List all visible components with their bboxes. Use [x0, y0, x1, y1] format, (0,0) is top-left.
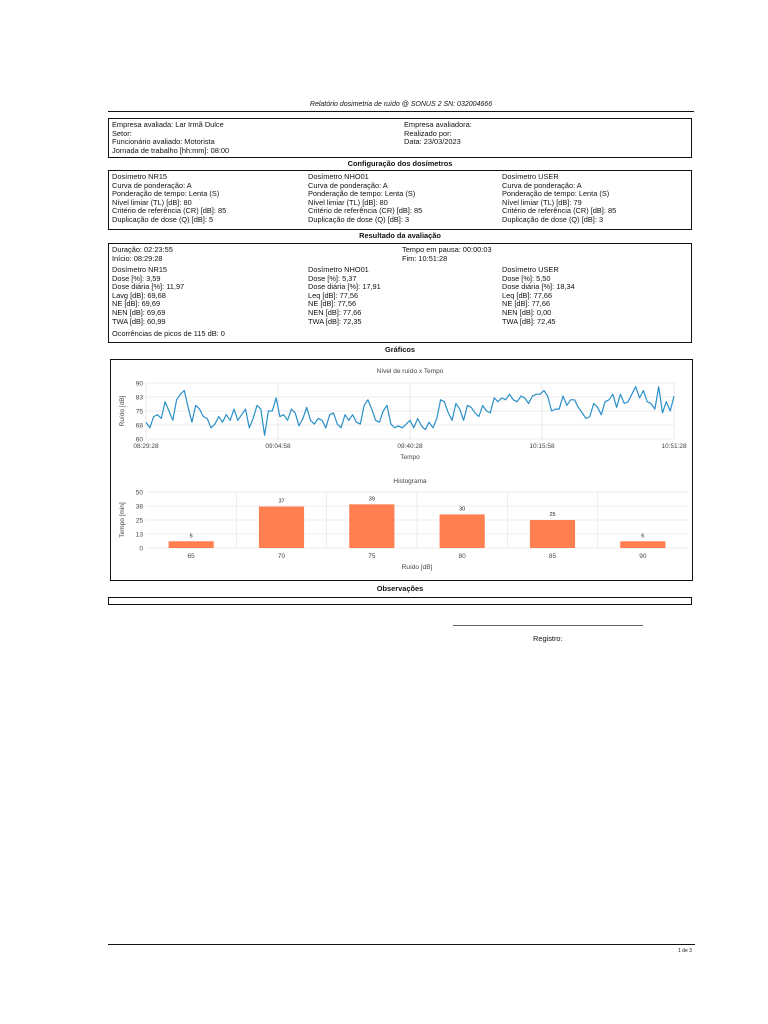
config-line: Ponderação de tempo: Lenta (S): [502, 189, 610, 199]
line-chart-ytick: 75: [135, 408, 143, 416]
histogram-xtick: 65: [187, 553, 195, 560]
histogram-bar-label: 25: [549, 512, 556, 518]
histogram-xtick: 75: [368, 553, 376, 560]
page-number: 1 de 3: [678, 948, 692, 954]
header-evaluator: Empresa avaliadora:: [404, 120, 472, 129]
config-line: Nível limiar (TL) [dB]: 80: [308, 197, 388, 207]
histogram-bar: [169, 541, 214, 548]
results-line: Dose [%]: 5,37: [308, 273, 357, 283]
results-line: Dose [%]: 5,50: [502, 273, 551, 283]
histogram-bar: [349, 504, 394, 548]
bar-chart-ytick: 50: [135, 489, 143, 497]
histogram-bar: [440, 514, 485, 548]
line-chart-xtick: 10:51:28: [661, 443, 687, 450]
histogram-bar: [530, 520, 575, 548]
config-line: Nível limiar (TL) [dB]: 80: [112, 197, 192, 207]
report-title: Relatório dosimetria de ruído @ SONUS 2 SN: 032004666: [108, 101, 694, 112]
config-line: Ponderação de tempo: Lenta (S): [112, 189, 220, 199]
line-chart-xtick: 09:40:28: [397, 443, 423, 450]
results-start: Início: 08:29:28: [112, 253, 163, 263]
charts-box: [110, 359, 693, 581]
header-workday: Jornada de trabalho [hh:mm]: 08:00: [112, 145, 230, 155]
results-box: [108, 243, 692, 343]
results-line: TWA [dB]: 72,35: [308, 316, 362, 326]
observations-box: [108, 597, 692, 605]
config-line: Duplicação de dose (Q) [dB]: 3: [308, 214, 410, 224]
config-nho01: [308, 173, 422, 225]
config-line: Curva de ponderação: A: [308, 180, 388, 190]
results-line: Dose diária [%]: 17,91: [308, 282, 381, 292]
results-end: Fim: 10:51:28: [402, 253, 448, 263]
results-line: Dosímetro NHO01: [308, 265, 369, 274]
line-chart-ylabel: Ruído [dB]: [119, 395, 126, 427]
results-line: TWA [dB]: 60,99: [112, 316, 166, 326]
results-line: NEN [dB]: 77,66: [308, 307, 362, 317]
line-chart-ytick: 83: [135, 394, 143, 402]
config-nr15: [112, 173, 226, 225]
bar-chart-ytick: 0: [139, 545, 143, 553]
line-chart-xtick: 10:15:58: [529, 443, 555, 450]
footer-line: [108, 944, 695, 945]
histogram-xtick: 80: [458, 553, 466, 560]
results-nho01: [308, 266, 381, 326]
header-date: Data: 23/03/2023: [404, 137, 461, 147]
config-line: Ponderação de tempo: Lenta (S): [308, 189, 416, 199]
results-line: Leq [dB]: 77,56: [308, 290, 359, 300]
results-line: NEN [dB]: 69,69: [112, 307, 166, 317]
config-box: [108, 170, 692, 230]
config-line: Dosímetro NR15: [112, 172, 168, 181]
histogram-bar-label: 6: [189, 533, 193, 540]
line-chart-title: Nível de ruído x Tempo: [376, 368, 444, 375]
line-chart-ytick: 60: [135, 436, 143, 444]
histogram-bar-label: 6: [641, 533, 645, 540]
line-chart-ytick: 90: [135, 380, 143, 388]
results-line: NE [dB]: 69,69: [112, 299, 161, 309]
charts-svg: [111, 360, 692, 580]
peaks-text: Ocorrências de picos de 115 dB: 0: [112, 329, 225, 338]
results-line: Leq [dB]: 77,66: [502, 290, 553, 300]
bar-chart-ytick: 13: [135, 531, 143, 539]
config-line: Dosímetro NHO01: [308, 172, 369, 181]
histogram-xtick: 90: [639, 553, 647, 560]
results-line: Lavg [dB]: 69,68: [112, 290, 166, 300]
bar-chart-ytick: 38: [135, 503, 143, 511]
histogram-bar-label: 37: [278, 498, 285, 505]
line-chart-xtick: 09:04:58: [265, 443, 291, 450]
histogram-bar: [259, 507, 304, 548]
results-line: Dose [%]: 3,59: [112, 273, 161, 283]
results-pause: Tempo em pausa: 00:00:03: [402, 245, 492, 254]
header-performed-by: Realizado por:: [404, 128, 452, 138]
config-line: Curva de ponderação: A: [112, 180, 192, 190]
config-line: Nível limiar (TL) [dB]: 79: [502, 197, 582, 207]
results-line: NEN [dB]: 0,00: [502, 307, 552, 317]
line-chart-xtick: 08:29:28: [133, 443, 159, 450]
results-line: Dosímetro NR15: [112, 265, 168, 274]
results-user: [502, 266, 575, 326]
results-line: Dose diária [%]: 11,97: [112, 282, 185, 292]
header-employee: Funcionário avaliado: Motorista: [112, 137, 215, 147]
observations-title: Observações: [376, 584, 424, 593]
results-line: Dosímetro USER: [502, 265, 559, 274]
bar-chart-title: Histograma: [393, 478, 427, 485]
header-company: Empresa avaliada: Lar Irmã Dulce: [112, 120, 224, 129]
config-line: Critério de referência (CR) [dB]: 85: [112, 206, 227, 216]
results-line: TWA [dB]: 72,45: [502, 316, 556, 326]
results-top-right: [402, 246, 492, 263]
results-title: Resultado da avaliação: [359, 231, 441, 240]
config-line: Curva de ponderação: A: [502, 180, 582, 190]
config-line: Duplicação de dose (Q) [dB]: 5: [112, 214, 214, 224]
results-line: NE [dB]: 77,56: [308, 299, 357, 309]
config-user: [502, 173, 616, 225]
config-line: Critério de referência (CR) [dB]: 85: [308, 206, 423, 216]
charts-title: Gráficos: [385, 345, 415, 354]
header-left: [112, 121, 229, 155]
header-box: [108, 118, 692, 158]
bar-chart-ylabel: Tempo [min]: [119, 502, 126, 538]
config-title: Configuração dos dosímetros: [347, 159, 453, 168]
histogram-bar-label: 30: [459, 506, 466, 513]
results-top-left: [112, 246, 173, 263]
results-nr15: [112, 266, 184, 326]
line-chart-xlabel: Tempo: [400, 454, 420, 461]
header-sector: Setor:: [112, 128, 132, 138]
results-peaks: [112, 330, 225, 339]
histogram-bar-label: 39: [368, 496, 375, 503]
bar-chart-ytick: 25: [135, 517, 143, 525]
histogram-bar: [620, 541, 665, 548]
signature-label: Registro:: [533, 634, 563, 643]
histogram-xtick: 85: [548, 553, 557, 560]
config-line: Dosímetro USER: [502, 172, 559, 181]
bar-chart-xlabel: Ruído [dB]: [401, 564, 433, 571]
results-line: Dose diária [%]: 18,34: [502, 282, 575, 292]
header-right: [404, 121, 472, 147]
signature-line: [453, 625, 643, 626]
results-duration: Duração: 02:23:55: [112, 245, 173, 254]
histogram-xtick: 70: [277, 553, 286, 560]
config-line: Duplicação de dose (Q) [dB]: 3: [502, 214, 604, 224]
results-line: NE [dB]: 77,66: [502, 299, 551, 309]
config-line: Critério de referência (CR) [dB]: 85: [502, 206, 617, 216]
line-chart-ytick: 68: [135, 422, 143, 430]
